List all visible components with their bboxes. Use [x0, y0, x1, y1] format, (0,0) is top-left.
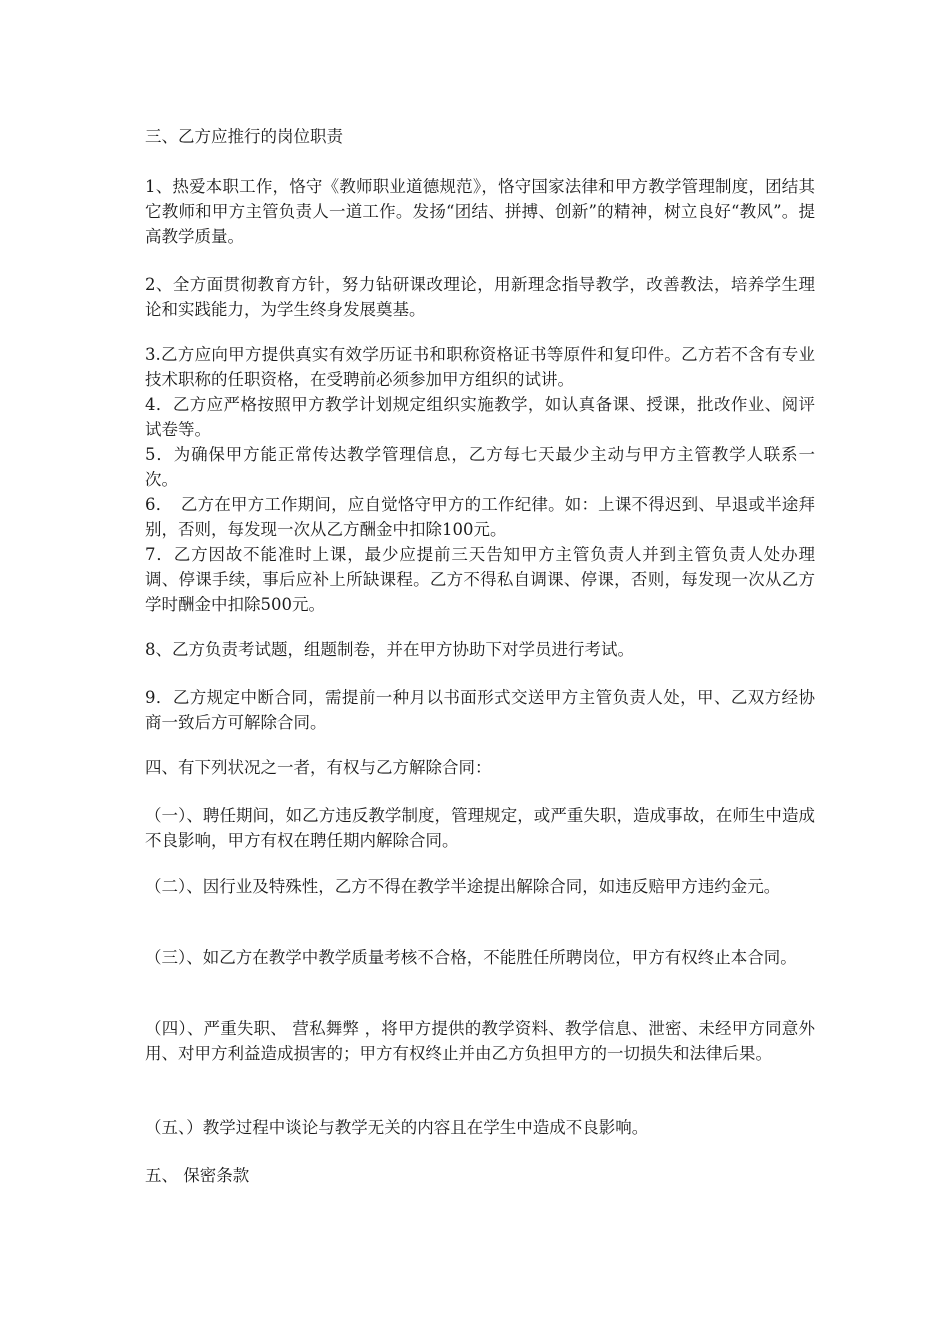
item-3-block: [145, 945, 815, 970]
clause-2-text: 2、全方面贯彻教育方针，努力钻研课改理论，用新理念指导教学，改善教法，培养学生理论和实践能力，为学生终身发展奠基。: [145, 275, 815, 319]
clause-7-text: 7．乙方因故不能准时上课，最少应提前三天告知甲方主管负责人并到主管负责人处办理调、停课手续，事后应补上所缺课程。乙方不得私自调课、停课，否则，每发现一次从乙方学时酬金中扣除500元。: [145, 545, 815, 614]
item-4-block: [145, 1016, 815, 1066]
clause-8-block: [145, 637, 815, 662]
clause-9-text: 9．乙方规定中断合同，需提前一种月以书面形式交送甲方主管负责人处，甲、乙双方经协商一致后方可解除合同。: [145, 688, 815, 732]
section-4-title-block: [145, 755, 815, 780]
clause-8-text: 8、乙方负责考试题，组题制卷，并在甲方协助下对学员进行考试。: [145, 640, 634, 659]
clause-2-block: [145, 272, 815, 322]
clause-3-text: 3.乙方应向甲方提供真实有效学历证书和职称资格证书等原件和复印件。乙方若不含有专业技术职称的任职资格，在受聘前必须参加甲方组织的试讲。: [145, 345, 815, 389]
clause-1-block: [145, 174, 815, 249]
clause-6-text: 6． 乙方在甲方工作期间，应自觉恪守甲方的工作纪律。如：上课不得迟到、早退或半途拜别，否则，每发现一次从乙方酬金中扣除100元。: [145, 495, 815, 539]
item-5-text: （五、）教学过程中谈论与教学无关的内容且在学生中造成不良影响。: [145, 1118, 649, 1137]
item-5-block: [145, 1115, 815, 1140]
section-5-title-block: [145, 1163, 815, 1188]
clause-3-to-7-block: [145, 342, 815, 617]
clause-4-text: 4．乙方应严格按照甲方教学计划规定组织实施教学，如认真备课、授课，批改作业、阅评试卷等。: [145, 395, 815, 439]
clause-5-text: 5．为确保甲方能正常传达教学管理信息，乙方每七天最少主动与甲方主管教学人联系一次。: [145, 445, 815, 489]
section-3-heading: 三、乙方应推行的岗位职责: [145, 127, 343, 146]
item-1-block: [145, 803, 815, 853]
clause-1-text: 1、热爱本职工作，恪守《教师职业道德规范》，恪守国家法律和甲方教学管理制度，团结其它教师和甲方主管负责人一道工作。发扬“团结、拼搏、创新”的精神，树立良好“教风”。提高教学质量。: [145, 177, 815, 246]
item-2-block: [145, 874, 815, 899]
section-3-title-block: [145, 124, 815, 149]
item-4-text: （四）、严重失职、 营私舞弊 ，将甲方提供的教学资料、教学信息、泄密、未经甲方同意外用、对甲方利益造成损害的；甲方有权终止并由乙方负担甲方的一切损失和法律后果。: [145, 1019, 815, 1063]
item-2-text: （二）、因行业及特殊性，乙方不得在教学半途提出解除合同，如违反赔甲方违约金元。: [145, 877, 781, 896]
section-5-heading: 五、 保密条款: [145, 1166, 250, 1185]
item-3-text: （三）、如乙方在教学中教学质量考核不合格，不能胜任所聘岗位，甲方有权终止本合同。: [145, 948, 797, 967]
section-4-heading: 四、有下列状况之一者，有权与乙方解除合同：: [145, 758, 492, 777]
item-1-text: （一）、聘任期间，如乙方违反教学制度，管理规定，或严重失职，造成事故，在师生中造成不良影响，甲方有权在聘任期内解除合同。: [145, 806, 815, 850]
clause-9-block: [145, 685, 815, 735]
